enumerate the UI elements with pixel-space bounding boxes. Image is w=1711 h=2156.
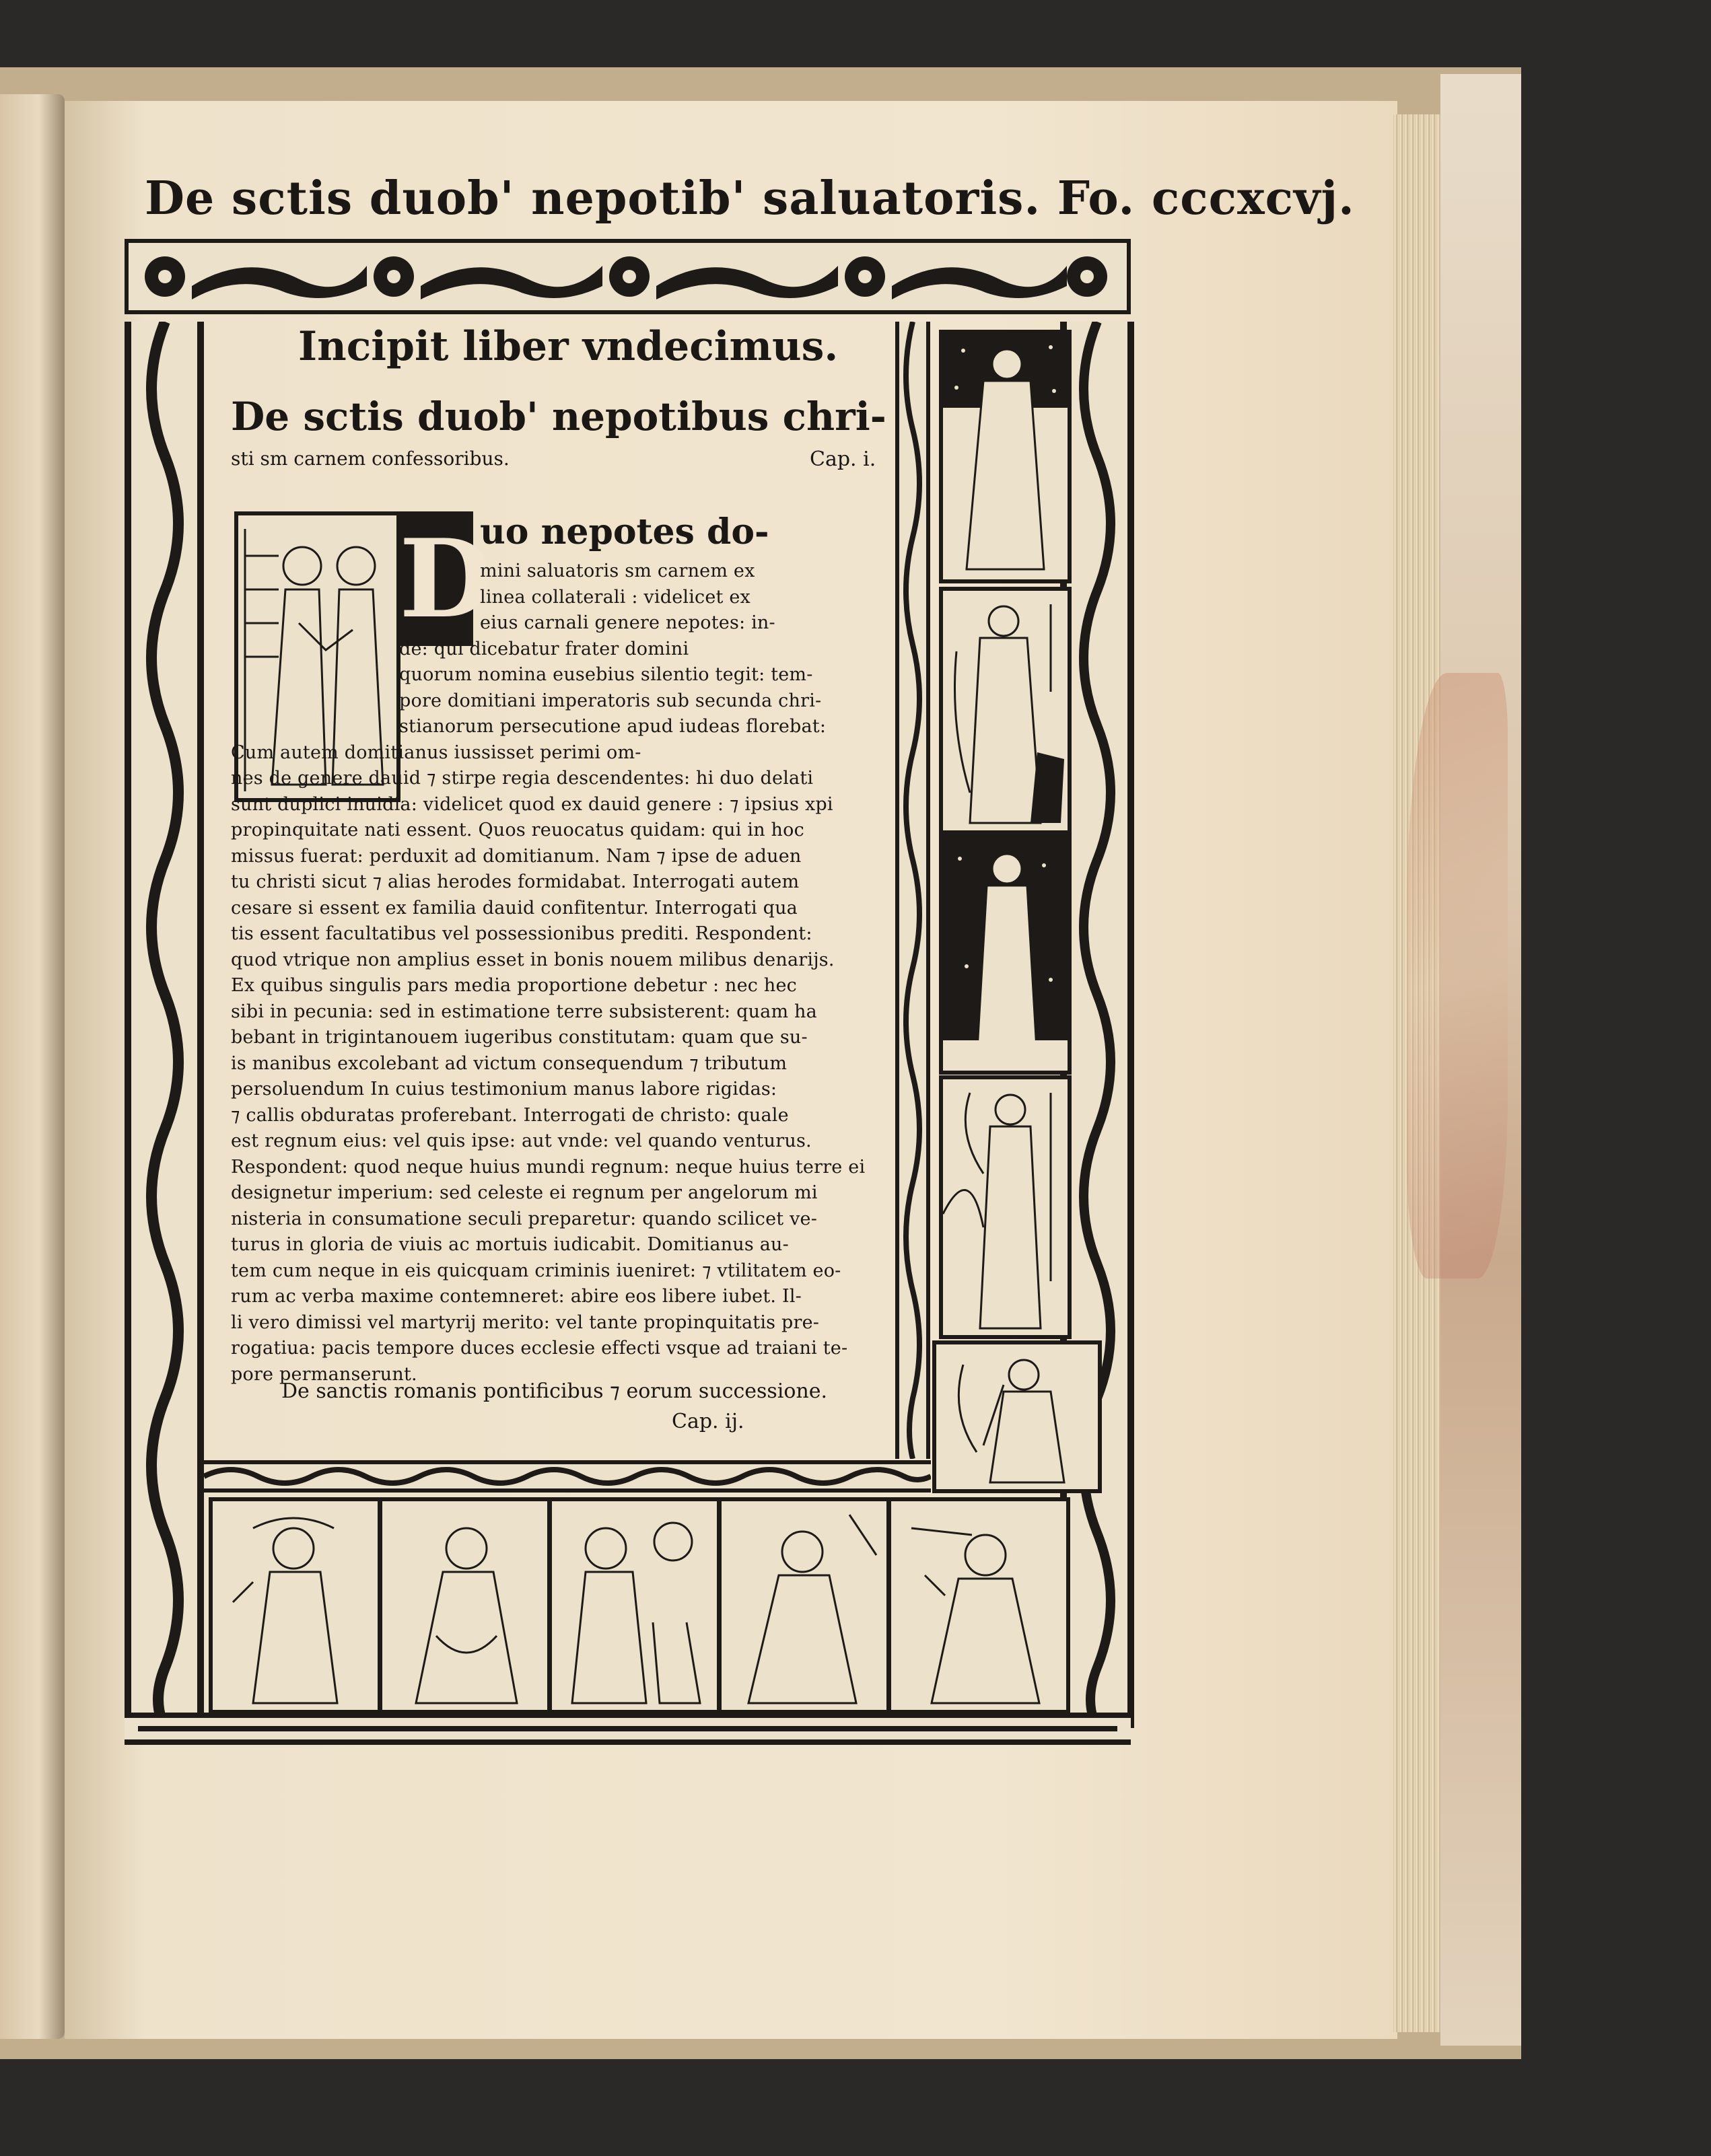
opening-words: uo nepotes do- — [480, 511, 769, 552]
sibyl-woodcut-1 — [209, 1497, 382, 1714]
body-line: bebant in trigintanouem iugeribus constitutam: quam que su- — [231, 1027, 808, 1048]
body-line: is manibus excolebant ad victum consequendum ⁊ tributum — [231, 1052, 788, 1074]
saint-woodcut-1 — [939, 330, 1072, 583]
body-line: nisteria in consumatione seculi preparetur: quando scilicet ve- — [231, 1208, 818, 1229]
running-head: De sctis duob' nepotib' saluatoris. Fo. cccxcvj. — [145, 172, 1355, 225]
body-line: tu christi sicut ⁊ alias herodes formidabat. Interrogati autem — [231, 871, 800, 892]
body-line: linea collaterali : videlicet ex — [480, 586, 750, 608]
sibyl-woodcut-3 — [548, 1497, 721, 1714]
body-line: Cum autem domitianus iussisset perimi om- — [231, 742, 641, 763]
body-line: missus fuerat: perduxit ad domitianum. Nam ⁊ ipse de aduen — [231, 845, 802, 867]
body-line: persoluendum In cuius testimonium manus labore rigidas: — [231, 1079, 777, 1100]
saint-woodcut-2 — [939, 587, 1072, 834]
body-line: mini saluatoris sm carnem ex — [480, 561, 755, 581]
book-incipit: Incipit liber vndecimus. — [298, 323, 839, 370]
body-line: ⁊ callis obduratas proferebant. Interrogati de christo: quale — [231, 1104, 789, 1126]
body-line: Respondent: quod neque huius mundi regnum: neque huius terre ei — [231, 1156, 866, 1178]
body-line: quorum nomina eusebius silentio tegit: tem- — [399, 664, 813, 685]
body-line: turus in gloria de viuis ac mortuis iudicabit. Domitianus au- — [231, 1234, 789, 1255]
body-line: tem cum neque in eis quicquam criminis iueniret: ⁊ vtilitatem eo- — [231, 1260, 841, 1281]
chapter-title: De sctis duob' nepotibus chri- — [231, 394, 886, 439]
chapter-number: Cap. i. — [810, 447, 876, 471]
sibyl-woodcut-4 — [718, 1497, 891, 1714]
saint-woodcut-4 — [939, 1075, 1072, 1339]
body-line: eius carnali genere nepotes: in- — [480, 612, 775, 633]
body-line: li vero dimissi vel martyrij merito: vel tante propinquitatis pre- — [231, 1311, 820, 1333]
sibyl-woodcut-5 — [887, 1497, 1070, 1714]
angel-woodcut — [932, 1340, 1102, 1493]
body-line: designetur imperium: sed celeste ei regnum per angelorum mi — [231, 1182, 818, 1203]
chapter-subtitle: sti sm carnem confessoribus. — [231, 447, 510, 470]
body-line: pore permanserunt. — [231, 1363, 417, 1385]
decorated-initial: D — [399, 511, 473, 646]
left-ornamental-border — [125, 322, 204, 1728]
body-line: rum ac verba maxime contemneret: abire eos libere iubet. Il- — [231, 1286, 802, 1307]
body-line: sunt duplici inuidia: videlicet quod ex dauid genere : ⁊ ipsius xpi — [231, 793, 833, 815]
saint-woodcut-3 — [939, 834, 1072, 1075]
body-line: stianorum persecutione apud iudeas florebat: — [399, 716, 827, 737]
body-line: pore domitiani imperatoris sub secunda chri- — [399, 690, 822, 711]
sibyl-woodcut-2 — [378, 1497, 551, 1714]
next-chapter-number: Cap. ij. — [672, 1410, 744, 1433]
body-line: propinquitate nati essent. Quos reuocatus quidam: qui in hoc — [231, 820, 804, 840]
body-line: cesare si essent ex familia dauid confitentur. Interrogati qua — [231, 897, 798, 919]
body-line: quod vtrique non amplius esset in bonis nouem milibus denarijs. — [231, 949, 835, 970]
marbled-paper-stain — [1407, 673, 1508, 1279]
body-line: Ex quibus singulis pars media proportione debetur : nec hec — [231, 975, 797, 996]
body-line: de: qui dicebatur frater domini — [399, 638, 689, 659]
body-line: rogatiua: pacis tempore duces ecclesie effecti vsque ad traiani te- — [231, 1338, 848, 1359]
next-chapter-heading: De sanctis romanis pontificibus ⁊ eorum successione. — [281, 1379, 828, 1403]
body-line: tis essent facultatibus vel possessionibus prediti. Respondent: — [231, 923, 812, 944]
body-line: nes de genere dauid ⁊ stirpe regia descendentes: hi duo delati — [231, 768, 814, 789]
text-column-border — [895, 322, 930, 1459]
inner-horizontal-border — [204, 1460, 931, 1493]
text-block — [214, 316, 894, 1453]
body-line: sibi in pecunia: sed in estimatione terre subsisterent: quam ha — [231, 1001, 817, 1022]
top-ornamental-border — [125, 239, 1131, 314]
body-line: est regnum eius: vel quis ipse: aut vnde: vel quando venturus. — [231, 1130, 812, 1151]
bottom-ornamental-border — [125, 1713, 1131, 1745]
left-page-edge — [0, 94, 65, 2039]
